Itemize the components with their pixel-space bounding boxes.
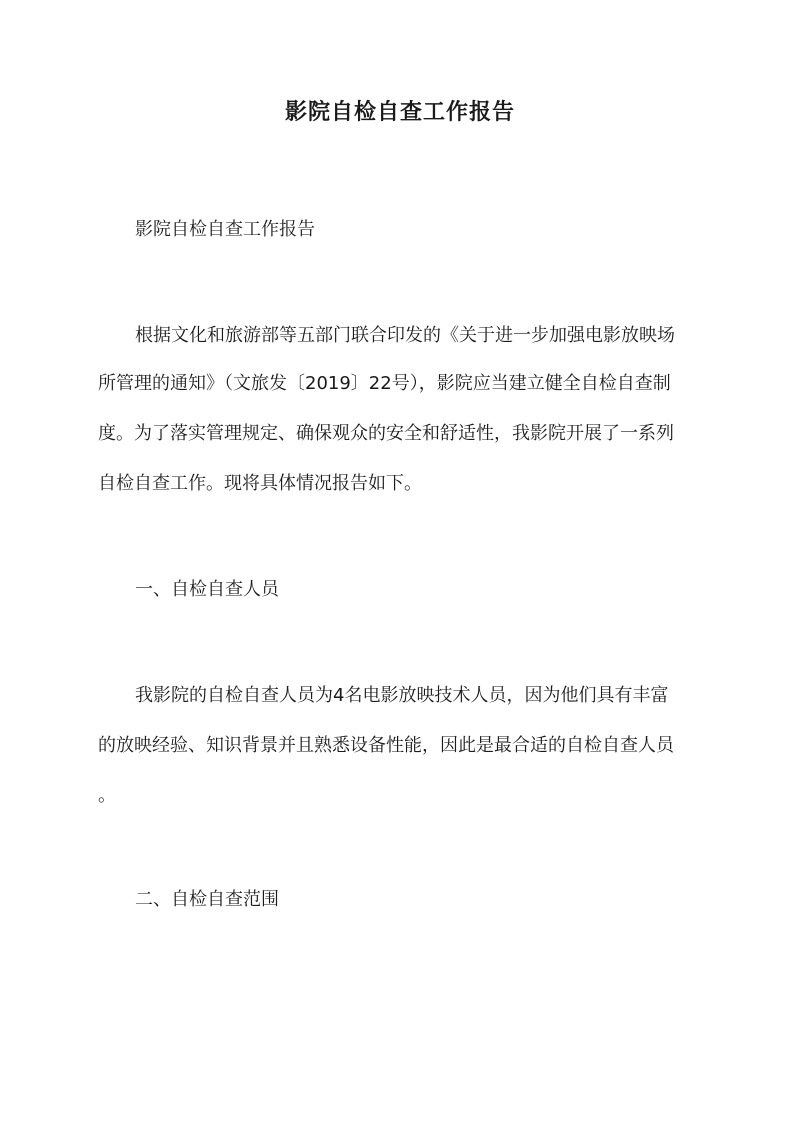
paragraph-2-line-3: 。 bbox=[98, 785, 116, 806]
paragraph-1-line-3: 度。为了落实管理规定、确保观众的安全和舒适性，我影院开展了一系列 bbox=[98, 423, 674, 444]
paragraph-2-line-2: 的放映经验、知识背景并且熟悉设备性能，因此是最合适的自检自查人员 bbox=[98, 735, 674, 756]
document-subtitle: 影院自检自查工作报告 bbox=[135, 219, 315, 240]
paragraph-2-line-1: 我影院的自检自查人员为4名电影放映技术人员，因为他们具有丰富 bbox=[135, 685, 669, 706]
section-2-heading: 二、自检自查范围 bbox=[135, 889, 279, 910]
paragraph-1-line-1: 根据文化和旅游部等五部门联合印发的《关于进一步加强电影放映场 bbox=[135, 325, 675, 346]
paragraph-1-line-4: 自检自查工作。现将具体情况报告如下。 bbox=[98, 473, 422, 494]
paragraph-1-line-2: 所管理的通知》（文旅发〔2019〕22号），影院应当建立健全自检自查制 bbox=[98, 373, 671, 394]
document-title: 影院自检自查工作报告 bbox=[284, 99, 515, 125]
section-1-heading: 一、自检自查人员 bbox=[135, 579, 279, 600]
